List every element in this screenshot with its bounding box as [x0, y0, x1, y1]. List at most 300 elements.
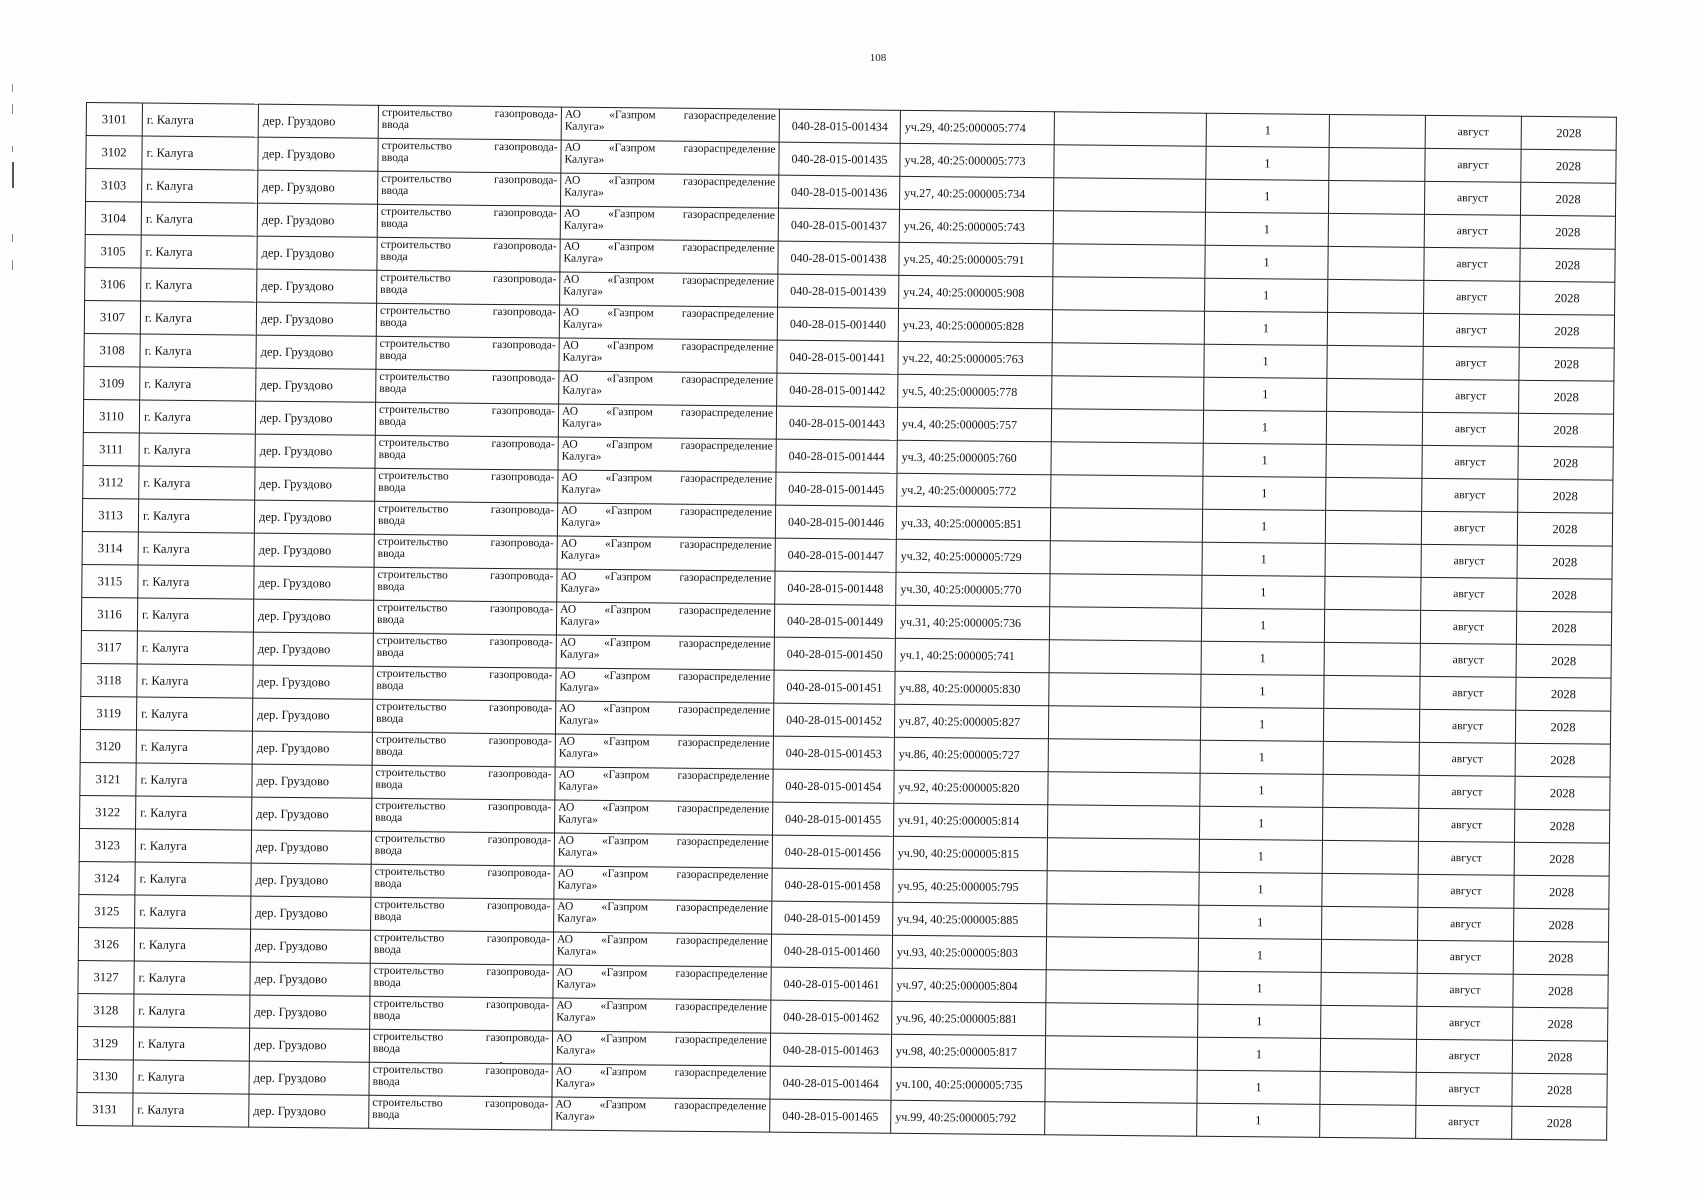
organization-word: «Газпром — [601, 867, 649, 881]
city-cell: г. Калуга — [138, 499, 254, 533]
organization-word: «Газпром — [607, 241, 655, 254]
month-cell: август — [1420, 610, 1516, 644]
work-type-cell — [369, 1062, 552, 1097]
table-body — [77, 103, 1617, 1141]
month-cell: август — [1423, 346, 1519, 380]
work-type-word: газопровода- — [486, 998, 550, 1012]
organization-word: «Газпром — [600, 1032, 647, 1046]
organization-line: Калуга» — [557, 846, 598, 859]
quantity-cell: 1 — [1202, 542, 1325, 576]
village-cell: дер. Груздово — [255, 434, 375, 468]
village-cell: дер. Груздово — [257, 269, 377, 303]
village-cell: дер. Груздово — [256, 335, 376, 369]
work-type-word: строительство — [374, 865, 445, 879]
work-type-line: ввода — [372, 1075, 400, 1089]
row-number: 3121 — [80, 762, 136, 796]
organization-word: «Газпром — [608, 175, 656, 188]
work-type-word: строительство — [372, 1063, 444, 1077]
month-cell: август — [1417, 1006, 1513, 1040]
year-cell: 2028 — [1512, 1040, 1607, 1074]
month-cell: август — [1417, 973, 1513, 1007]
village-cell: дер. Груздово — [254, 566, 374, 600]
work-type-line: ввода — [372, 1042, 401, 1056]
city-cell: г. Калуга — [135, 862, 251, 896]
village-cell: дер. Груздово — [258, 170, 378, 204]
organization-word: АО — [560, 603, 577, 616]
scan-speck — [500, 1062, 502, 1064]
scan-edge-marks — [12, 84, 16, 284]
registry-code-cell: 040-28-015-001446 — [775, 505, 896, 539]
row-number: 3115 — [82, 564, 138, 598]
cadastral-cell: уч.1, 40:25:000005:741 — [895, 638, 1049, 672]
registry-code-cell: 040-28-015-001434 — [779, 109, 900, 143]
work-type-line: ввода — [373, 1009, 401, 1023]
organization-word: АО — [559, 702, 576, 715]
work-type-cell — [371, 864, 554, 899]
row-number: 3120 — [80, 729, 136, 763]
empty-cell — [1045, 1069, 1197, 1103]
work-type-cell — [373, 633, 556, 668]
organization-word: газораспределение — [683, 175, 776, 189]
work-type-word: строительство — [373, 964, 445, 978]
work-type-line: ввода — [379, 349, 407, 363]
quantity-cell: 1 — [1202, 575, 1325, 609]
organization-word: АО — [559, 669, 576, 682]
village-cell: дер. Груздово — [257, 203, 377, 237]
month-cell: август — [1424, 280, 1520, 314]
work-type-word: газопровода- — [486, 932, 551, 946]
organization-word: «Газпром — [602, 801, 650, 815]
month-cell: август — [1419, 742, 1515, 776]
empty-cell — [1329, 114, 1425, 148]
work-type-word: газопровода- — [493, 206, 558, 220]
empty-cell — [1050, 541, 1202, 575]
organization-word: АО — [555, 1098, 572, 1111]
organization-line: Калуга» — [564, 120, 605, 133]
empty-cell — [1320, 1038, 1416, 1072]
organization-cell — [552, 1097, 770, 1132]
work-type-line: ввода — [375, 745, 403, 759]
work-type-word: строительство — [381, 106, 453, 120]
row-number: 3108 — [84, 333, 140, 367]
work-type-cell — [372, 798, 555, 833]
work-type-cell — [378, 138, 561, 173]
work-type-word: газопровода- — [486, 965, 550, 979]
organization-cell — [556, 602, 774, 637]
empty-cell — [1329, 147, 1425, 181]
cadastral-cell: уч.28, 40:25:000005:773 — [900, 143, 1054, 177]
work-type-line: ввода — [379, 316, 408, 330]
quantity-cell: 1 — [1197, 1103, 1320, 1137]
month-cell: август — [1420, 643, 1516, 677]
registry-code-cell: 040-28-015-001463 — [770, 1033, 891, 1067]
work-type-line: ввода — [380, 283, 408, 297]
cadastral-cell: уч.23, 40:25:000005:828 — [898, 308, 1052, 342]
month-cell: август — [1422, 478, 1518, 512]
empty-cell — [1320, 1104, 1416, 1138]
empty-cell — [1325, 543, 1421, 577]
registry-code-cell: 040-28-015-001455 — [772, 802, 893, 836]
organization-line: Калуга» — [559, 714, 599, 727]
work-type-word: газопровода- — [494, 107, 558, 121]
work-type-line: ввода — [374, 910, 402, 924]
work-type-word: строительство — [376, 634, 448, 648]
empty-cell — [1047, 805, 1199, 839]
organization-word: АО — [562, 339, 579, 352]
registry-code-cell: 040-28-015-001448 — [775, 571, 896, 605]
empty-cell — [1046, 937, 1198, 971]
empty-cell — [1046, 970, 1198, 1004]
organization-word: «Газпром — [607, 274, 655, 287]
work-type-word: газопровода- — [485, 1064, 549, 1078]
work-type-word: газопровода- — [491, 404, 556, 418]
work-type-word: строительство — [379, 304, 451, 318]
registry-code-cell: 040-28-015-001439 — [778, 274, 899, 308]
organization-cell — [558, 470, 776, 505]
city-cell: г. Калуга — [137, 631, 253, 665]
work-type-word: газопровода- — [488, 734, 552, 748]
organization-line: Калуга» — [564, 153, 605, 166]
row-number: 3129 — [77, 1026, 133, 1060]
work-type-line: ввода — [373, 943, 402, 957]
organization-cell — [559, 371, 777, 406]
village-cell: дер. Груздово — [256, 368, 376, 402]
organization-word: АО — [563, 240, 580, 253]
organization-word: газораспределение — [676, 868, 769, 882]
cadastral-cell: уч.31, 40:25:000005:736 — [895, 605, 1049, 639]
organization-word: газораспределение — [676, 835, 769, 849]
work-type-word: строительство — [379, 337, 451, 351]
row-number: 3125 — [79, 894, 135, 928]
work-type-line: ввода — [376, 679, 404, 693]
row-number: 3102 — [86, 136, 142, 170]
work-type-line: ввода — [380, 250, 408, 264]
village-cell: дер. Груздово — [254, 533, 374, 567]
organization-word: газораспределение — [678, 670, 771, 684]
city-cell: г. Калуга — [141, 202, 257, 236]
quantity-cell: 1 — [1200, 740, 1323, 774]
month-cell: август — [1421, 577, 1517, 611]
organization-cell — [555, 800, 773, 835]
organization-line: Калуга» — [562, 318, 603, 331]
quantity-cell: 1 — [1199, 872, 1322, 906]
work-type-word: строительство — [375, 733, 447, 747]
empty-cell — [1045, 1102, 1197, 1136]
village-cell: дер. Груздово — [255, 401, 375, 435]
work-type-word: газопровода- — [491, 470, 555, 484]
registry-code-cell: 040-28-015-001458 — [772, 868, 893, 902]
work-type-word: газопровода- — [489, 602, 554, 616]
registry-code-cell: 040-28-015-001454 — [773, 769, 894, 803]
organization-word: АО — [561, 471, 578, 484]
quantity-cell: 1 — [1206, 146, 1329, 180]
work-type-cell — [376, 336, 559, 371]
village-cell: дер. Груздово — [258, 137, 378, 171]
empty-cell — [1328, 180, 1424, 214]
month-cell: август — [1417, 940, 1513, 974]
row-number: 3103 — [86, 169, 142, 203]
work-type-cell — [374, 567, 557, 602]
empty-cell — [1048, 739, 1200, 773]
work-type-cell — [373, 666, 556, 701]
quantity-cell: 1 — [1204, 311, 1327, 345]
organization-word: АО — [561, 504, 578, 517]
registry-code-cell: 040-28-015-001449 — [774, 604, 895, 638]
organization-cell — [560, 239, 778, 274]
work-type-word: газопровода- — [493, 239, 557, 253]
city-cell: г. Калуга — [133, 1027, 249, 1061]
year-cell: 2028 — [1515, 710, 1610, 744]
work-type-word: газопровода- — [489, 635, 553, 649]
year-cell: 2028 — [1514, 842, 1609, 876]
organization-word: АО — [558, 801, 575, 814]
organization-word: «Газпром — [606, 340, 654, 353]
registry-code-cell: 040-28-015-001441 — [777, 340, 898, 374]
quantity-cell: 1 — [1199, 806, 1322, 840]
work-type-word: строительство — [378, 502, 449, 516]
cadastral-cell: уч.25, 40:25:000005:791 — [899, 242, 1053, 276]
month-cell: август — [1421, 511, 1517, 545]
month-cell: август — [1425, 148, 1521, 182]
organization-word: «Газпром — [602, 834, 649, 848]
organization-word: АО — [557, 900, 574, 913]
work-type-cell — [369, 1095, 552, 1130]
organization-line: Калуга» — [555, 1044, 596, 1057]
registry-code-cell: 040-28-015-001464 — [770, 1066, 891, 1100]
quantity-cell: 1 — [1197, 1037, 1320, 1071]
year-cell: 2028 — [1521, 149, 1616, 183]
organization-line: Калуга» — [563, 252, 604, 265]
work-type-word: газопровода- — [488, 701, 553, 715]
year-cell: 2028 — [1513, 941, 1608, 975]
organization-word: «Газпром — [601, 933, 648, 947]
organization-cell — [553, 998, 771, 1033]
organization-word: газораспределение — [682, 208, 775, 222]
work-type-word: строительство — [373, 931, 445, 945]
cadastral-cell: уч.87, 40:25:000005:827 — [894, 704, 1048, 738]
work-type-line: ввода — [376, 712, 404, 726]
registry-code-cell: 040-28-015-001447 — [775, 538, 896, 572]
work-type-word: газопровода- — [485, 1031, 550, 1045]
organization-word: «Газпром — [606, 373, 654, 386]
organization-word: газораспределение — [680, 439, 773, 453]
work-type-word: газопровода- — [492, 371, 556, 385]
organization-word: АО — [556, 966, 573, 979]
empty-cell — [1049, 640, 1201, 674]
village-cell: дер. Груздово — [252, 764, 372, 798]
month-cell: август — [1424, 247, 1520, 281]
village-cell: дер. Груздово — [250, 929, 370, 963]
row-number: 3131 — [77, 1092, 133, 1126]
work-type-cell — [377, 270, 560, 305]
organization-word: газораспределение — [683, 109, 776, 123]
organization-cell — [555, 734, 773, 769]
work-type-word: газопровода- — [487, 866, 551, 880]
organization-word: газораспределение — [678, 604, 772, 618]
data-table — [76, 102, 1617, 1141]
organization-cell — [554, 833, 772, 868]
work-type-word: газопровода- — [491, 437, 555, 451]
organization-line: Калуга» — [563, 219, 604, 232]
registry-code-cell: 040-28-015-001450 — [774, 637, 895, 671]
year-cell: 2028 — [1520, 281, 1615, 315]
work-type-cell — [372, 732, 555, 767]
work-type-line: ввода — [375, 811, 403, 825]
year-cell: 2028 — [1517, 545, 1612, 579]
organization-cell — [555, 701, 773, 736]
row-number: 3127 — [78, 960, 134, 994]
row-number: 3118 — [81, 663, 137, 697]
row-number: 3111 — [83, 432, 139, 466]
city-cell: г. Калуга — [139, 400, 255, 434]
empty-cell — [1324, 609, 1420, 643]
organization-word: газораспределение — [674, 1066, 767, 1080]
registry-code-cell: 040-28-015-001444 — [776, 439, 897, 473]
organization-word: газораспределение — [677, 769, 770, 783]
empty-cell — [1049, 673, 1201, 707]
cadastral-cell: уч.100, 40:25:000005:735 — [891, 1067, 1045, 1101]
year-cell: 2028 — [1517, 578, 1612, 612]
row-number: 3128 — [78, 993, 134, 1027]
cadastral-cell: уч.24, 40:25:000005:908 — [899, 275, 1053, 309]
row-number: 3113 — [82, 498, 138, 532]
year-cell: 2028 — [1517, 512, 1612, 546]
registry-code-cell: 040-28-015-001453 — [773, 736, 894, 770]
work-type-line: ввода — [372, 1108, 400, 1122]
work-type-line: ввода — [381, 184, 409, 198]
city-cell: г. Калуга — [135, 895, 251, 929]
empty-cell — [1328, 246, 1424, 280]
organization-word: газораспределение — [677, 802, 770, 816]
row-number: 3123 — [79, 828, 135, 862]
quantity-cell: 1 — [1201, 674, 1324, 708]
organization-word: «Газпром — [605, 472, 653, 485]
work-type-word: строительство — [379, 403, 450, 417]
month-cell: август — [1418, 841, 1514, 875]
organization-line: Калуга» — [563, 285, 604, 298]
organization-word: АО — [559, 636, 576, 649]
empty-cell — [1322, 807, 1418, 841]
work-type-word: строительство — [375, 799, 446, 813]
cadastral-cell: уч.3, 40:25:000005:760 — [897, 440, 1051, 474]
month-cell: август — [1416, 1105, 1512, 1139]
empty-cell — [1050, 508, 1202, 542]
organization-word: газораспределение — [678, 703, 771, 717]
work-type-word: газопровода- — [489, 668, 553, 682]
work-type-word: строительство — [372, 1030, 444, 1044]
city-cell: г. Калуга — [140, 334, 256, 368]
organization-word: АО — [560, 537, 577, 550]
quantity-cell: 1 — [1200, 707, 1323, 741]
work-type-word: газопровода- — [485, 1097, 549, 1111]
organization-word: газораспределение — [675, 934, 769, 948]
month-cell: август — [1423, 379, 1519, 413]
organization-cell — [560, 206, 778, 241]
year-cell: 2028 — [1516, 677, 1611, 711]
work-type-word: строительство — [376, 667, 447, 681]
organization-cell — [558, 404, 776, 439]
quantity-cell: 1 — [1203, 410, 1326, 444]
registry-code-cell: 040-28-015-001445 — [776, 472, 897, 506]
work-type-line: ввода — [374, 877, 402, 891]
organization-word: газораспределение — [678, 637, 771, 651]
cadastral-cell: уч.95, 40:25:000005:795 — [893, 869, 1047, 903]
organization-line: Калуга» — [559, 615, 600, 628]
village-cell: дер. Груздово — [254, 500, 374, 534]
registry-code-cell: 040-28-015-001440 — [777, 307, 898, 341]
organization-word: АО — [555, 1032, 573, 1045]
organization-word: «Газпром — [607, 307, 654, 320]
cadastral-cell: уч.88, 40:25:000005:830 — [895, 671, 1049, 705]
year-cell: 2028 — [1520, 248, 1615, 282]
cadastral-cell: уч.96, 40:25:000005:881 — [892, 1001, 1046, 1035]
organization-word: газораспределение — [681, 340, 774, 354]
empty-cell — [1052, 376, 1204, 410]
cadastral-cell: уч.33, 40:25:000005:851 — [896, 506, 1050, 540]
work-type-line: ввода — [376, 646, 404, 660]
empty-cell — [1053, 277, 1205, 311]
quantity-cell: 1 — [1201, 608, 1324, 642]
registry-code-cell: 040-28-015-001435 — [779, 142, 900, 176]
organization-cell — [552, 1064, 770, 1099]
row-number: 3104 — [85, 202, 141, 236]
organization-line: Калуга» — [560, 582, 601, 595]
village-cell: дер. Груздово — [253, 632, 373, 666]
work-type-word: газопровода- — [492, 305, 557, 319]
quantity-cell: 1 — [1201, 641, 1324, 675]
registry-code-cell: 040-28-015-001436 — [779, 175, 900, 209]
empty-cell — [1051, 409, 1203, 443]
work-type-word: газопровода- — [490, 536, 554, 550]
work-type-line: ввода — [373, 976, 401, 990]
organization-word: «Газпром — [609, 109, 656, 122]
organization-word: АО — [556, 999, 573, 1012]
organization-word: АО — [561, 438, 578, 451]
empty-cell — [1323, 774, 1419, 808]
city-cell: г. Калуга — [138, 532, 254, 566]
empty-cell — [1054, 178, 1206, 212]
month-cell: август — [1419, 709, 1515, 743]
cadastral-cell: уч.98, 40:25:000005:817 — [891, 1034, 1045, 1068]
work-type-line: ввода — [380, 217, 409, 231]
registry-code-cell: 040-28-015-001459 — [772, 901, 893, 935]
organization-word: «Газпром — [604, 538, 652, 551]
year-cell: 2028 — [1519, 380, 1614, 414]
work-type-word: газопровода- — [488, 767, 552, 781]
year-cell: 2028 — [1514, 908, 1609, 942]
empty-cell — [1321, 972, 1417, 1006]
organization-line: Калуга» — [561, 450, 602, 463]
work-type-line: ввода — [377, 514, 406, 528]
cadastral-cell: уч.27, 40:25:000005:734 — [900, 176, 1054, 210]
city-cell: г. Калуга — [142, 169, 258, 203]
organization-word: газораспределение — [677, 736, 770, 750]
work-type-word: строительство — [380, 271, 451, 285]
organization-word: АО — [560, 570, 577, 583]
cadastral-cell: уч.90, 40:25:000005:815 — [893, 836, 1047, 870]
organization-word: газораспределение — [679, 571, 772, 585]
work-type-line: ввода — [379, 382, 407, 396]
organization-word: «Газпром — [608, 142, 656, 155]
month-cell: август — [1423, 313, 1519, 347]
registry-code-cell: 040-28-015-001456 — [772, 835, 893, 869]
empty-cell — [1325, 510, 1421, 544]
city-cell: г. Калуга — [139, 466, 255, 500]
city-cell: г. Калуга — [142, 136, 258, 170]
organization-word: АО — [564, 141, 581, 154]
registry-code-cell: 040-28-015-001443 — [776, 406, 897, 440]
city-cell: г. Калуга — [136, 697, 252, 731]
